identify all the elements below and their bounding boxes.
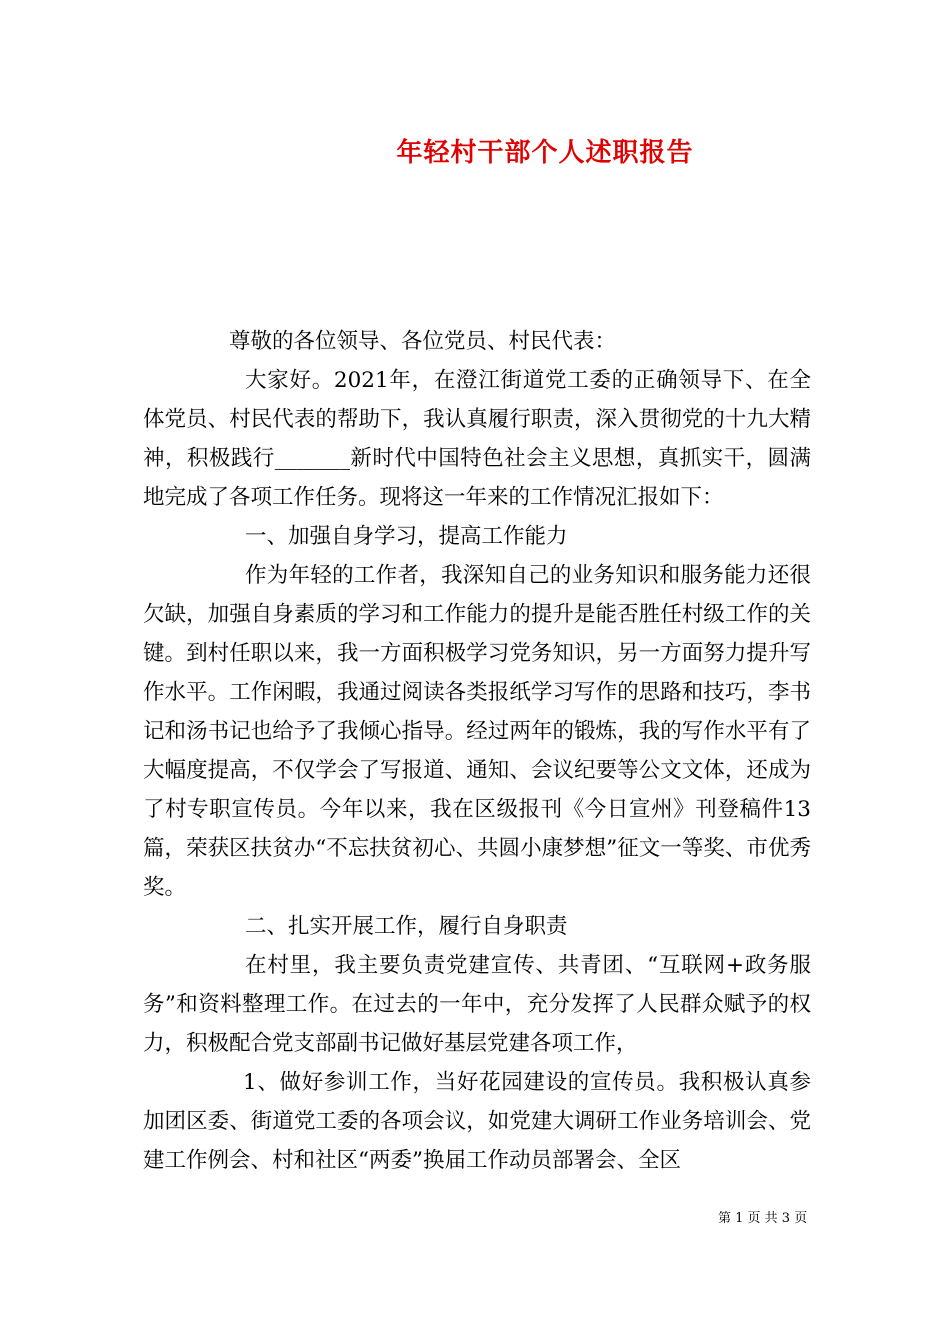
document-body <box>143 322 811 1180</box>
paragraph-duties: 在村里，我主要负责党建宣传、共青团、“互联网+政务服务”和资料整理工作。在过去的一年中，充分发挥了人民群众赋予的权力，积极配合党支部副书记做好基层党建各项工作， <box>143 953 811 1056</box>
document-title: 年轻村干部个人述职报告 <box>396 138 694 168</box>
paragraph-intro: 大家好。2021年，在澄江街道党工委的正确领导下、在全体党员、村民代表的帮助下，我认真履行职责，深入贯彻党的十九大精神，积极践行_______新时代中国特色社会主义思想，真抓实干，圆满地完成了各项工作任务。现将这一年来的工作情况汇报如下： <box>143 368 811 510</box>
paragraph-study: 作为年轻的工作者，我深知自己的业务知识和服务能力还很欠缺，加强自身素质的学习和工作能力的提升是能否胜任村级工作的关键。到村任职以来，我一方面积极学习党务知识，另一方面努力提升写作水平。工作闲暇，我通过阅读各类报纸学习写作的思路和技巧，李书记和汤书记也给予了我倾心指导。经过两年的锻炼，我的写作水平有了大幅度提高，不仅学会了写报道、通知、会议纪要等公文文体，还成为了村专职宣传员。今年以来，我在区级报刊《今日宣州》刊登稿件13篇，荣获区扶贫办“不忘扶贫初心、共圆小康梦想”征文一等奖、市优秀奖。 <box>143 563 811 900</box>
section-heading-1: 一、加强自身学习，提高工作能力 <box>245 524 568 549</box>
page-number: 第 1 页 共 3 页 <box>718 1211 808 1226</box>
paragraph-training: 1、做好参训工作，当好花园建设的宣传员。我积极认真参加团区委、街道党工委的各项会议，如党建大调研工作业务培训会、党建工作例会、村和社区“两委”换届工作动员部署会、全区 <box>143 1070 811 1173</box>
salutation: 尊敬的各位领导、各位党员、村民代表： <box>229 329 617 354</box>
section-heading-2: 二、扎实开展工作，履行自身职责 <box>245 914 568 939</box>
